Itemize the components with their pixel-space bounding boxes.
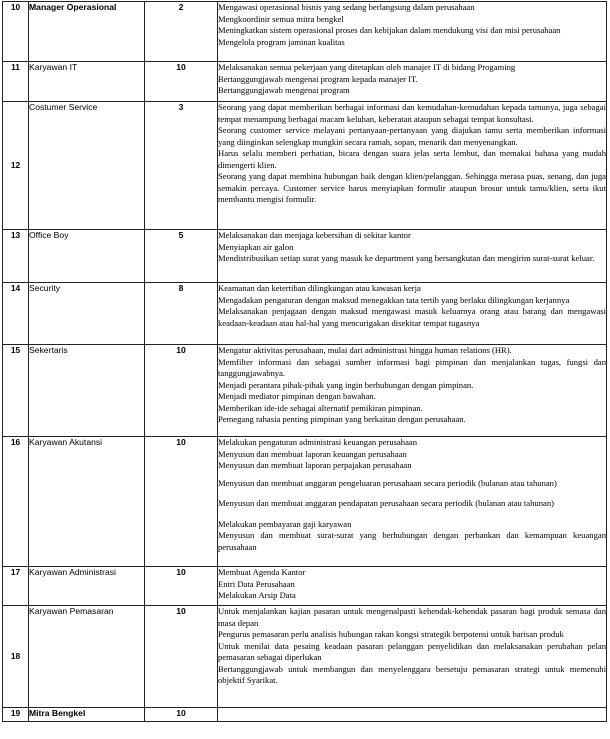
job-duties xyxy=(218,708,607,722)
table-row xyxy=(3,437,607,567)
job-title: Security xyxy=(29,283,145,345)
duty-item: Bertanggungjawab mengenai program xyxy=(218,85,350,95)
job-title: Sekertaris xyxy=(29,345,145,437)
table-row xyxy=(3,606,607,708)
job-title: Karyawan Akutansi xyxy=(29,437,145,567)
row-number: 14 xyxy=(3,283,29,345)
employee-count: 10 xyxy=(145,708,218,722)
job-description-table xyxy=(2,1,607,722)
employee-count: 2 xyxy=(145,2,218,62)
job-title: Karyawan IT xyxy=(29,62,145,102)
job-duties xyxy=(218,2,607,62)
table-row xyxy=(3,102,607,230)
duty-item: Menyusun dan membuat anggaran pendapatan perusahaan secara periodik (bulanan atau tahunan) xyxy=(218,498,554,508)
table-row xyxy=(3,2,607,62)
duty-item: Melakukan pengaturan administrasi keuangan perusahaan xyxy=(218,437,418,447)
duty-item: Mendistribusikan setiap surat yang masuk ke department yang bersangkutan dan mengirim surat-surat keluar. xyxy=(218,253,595,263)
row-number: 15 xyxy=(3,345,29,437)
job-title: Karyawan Pemasaran xyxy=(29,606,145,708)
job-duties xyxy=(218,345,607,437)
duty-item: Mengkoordinir semua mitra bengkel xyxy=(218,13,344,24)
duty-item: Membuat Agenda Kantor xyxy=(218,567,306,577)
duty-item: Pemegang rahasia penting pimpinan yang berkaitan dengan perusahaan. xyxy=(218,414,466,424)
job-duties xyxy=(218,102,607,230)
duty-item: Melaksanakan penjagaan dengan maksud mengawasi masuk keluarnya orang atau barang dan mengawasi keadaan-keadaan atau hal-hal yang mencurigakan disekitar tempat tugasnya xyxy=(218,306,606,328)
duty-item: Menyusun dan membuat laporan perpajakan perusahaan xyxy=(218,460,412,470)
job-title: Mitra Bengkel xyxy=(29,708,145,722)
duty-item: Untuk menilai data pesaing keadaan pasaran pelanggan penyelidikan dan melaksanakan perubahan pelan pemasaran sebagai diperlukan xyxy=(218,640,606,662)
duty-item: Memberikan ide-ide sebagai alternatif pemikiran pimpinan. xyxy=(218,402,423,413)
duty-item: Mengawasi operasional bisnis yang sedang berlangsung dalam perusahaan xyxy=(218,2,475,12)
job-duties xyxy=(218,283,607,345)
row-number: 18 xyxy=(3,606,29,708)
duty-item: Mengelola program jaminan kualitas xyxy=(218,36,345,47)
row-number: 13 xyxy=(3,230,29,283)
job-duties xyxy=(218,567,607,606)
duty-item: Bertanggungjawab untuk membangun dan menyelenggara bersetuju pemasaran strategi untuk memenuhi objektif Syarikat. xyxy=(218,663,606,685)
employee-count: 10 xyxy=(145,62,218,102)
row-number: 19 xyxy=(3,708,29,722)
duty-item: Menyiapkan air galon xyxy=(218,241,294,252)
row-number: 10 xyxy=(3,2,29,62)
job-duties xyxy=(218,62,607,102)
job-title: Manager Operasional xyxy=(29,2,145,62)
job-title: Karyawan Administrasi xyxy=(29,567,145,606)
duty-item: Seorang yang dapat membina hubungan baik dengan klien/pelanggan. Sehingga merasa puas, senang, dan juga semakin percaya. Customer service harus menyiapkan formulir ataupun brosur untuk tamu/klien, serta ikut membantu mengisi formulir. xyxy=(218,171,606,204)
duty-item: Seorang customer service melayani pertanyaan-pertanyaan yang diajukan tamu serta memberikan informasi yang diinginkan selengkap mungkin secara ramah, sopan, menarik dan menyenangkan. xyxy=(218,125,606,147)
job-title: Costumer Service xyxy=(29,102,145,230)
duty-item: Melakukan Arsip Data xyxy=(218,590,296,600)
duty-item: Menyusun dan membuat laporan keuangan perusahaan xyxy=(218,448,407,459)
job-duties xyxy=(218,437,607,567)
duty-item: Mengatur aktivitas perusahaan, mulai dari administrasi hingga human relations (HR). xyxy=(218,345,512,355)
row-number: 16 xyxy=(3,437,29,567)
duty-item: Menyusun dan membuat anggaran pengeluaran perusahaan secara periodik (bulanan atau tahunan) xyxy=(218,477,557,488)
duty-item: Melaksanakan semua pekerjaan yang ditetapkan oleh manajer IT di bidang Progaming xyxy=(218,62,516,72)
employee-count: 10 xyxy=(145,345,218,437)
duty-item: Pengurus pemasaran perlu analisis hubungan rakan kongsi strategik berpotensi untuk barisan produk xyxy=(218,629,564,639)
job-title: Office Boy xyxy=(29,230,145,283)
duty-item: Melakukan pembayaran gaji karyawan xyxy=(218,518,352,529)
duty-item: Meningkatkan sistem operasional proses dan kebijakan dalam mendukung visi dan misi perusahaan xyxy=(218,25,561,35)
job-duties xyxy=(218,606,607,708)
duty-item: Menjadi perantara pihak-pihak yang ingin berhubungan dengan pimpinan. xyxy=(218,379,474,390)
duty-item: Keamanan dan ketertiban dilingkungan atau kawasan kerja xyxy=(218,283,421,293)
duty-item: Melaksanakan dan menjaga kebersihan di sekitar kantor xyxy=(218,230,411,240)
duty-item: Entri Data Perusahaan xyxy=(218,578,295,589)
employee-count: 8 xyxy=(145,283,218,345)
employee-count: 10 xyxy=(145,567,218,606)
duty-item: Seorang yang dapat memberikan berbagai informasi dan kemudahan-kemudahan kepada tamunya, juga sebagai tempat menampung berbagai macam keluhan, keberatan ataupun sebagai tempat konsultasi. xyxy=(218,102,606,124)
duty-item: Bertanggungjawab mengenai program kepada manajer IT. xyxy=(218,73,418,84)
duty-item: Menyusun dan membuat surat-surat yang berhubungan dengan perbankan dan kemampuan keuangan perusahaan xyxy=(218,530,606,552)
table-row xyxy=(3,283,607,345)
table-row xyxy=(3,345,607,437)
duty-item: Menjadi mediator pimpinan dengan bawahan. xyxy=(218,391,376,401)
table-row xyxy=(3,567,607,606)
row-number: 17 xyxy=(3,567,29,606)
table-row xyxy=(3,62,607,102)
table-row xyxy=(3,230,607,283)
job-duties xyxy=(218,230,607,283)
duty-item: Mengadakan pengaturan dengan maksud menegakkan tata tertib yang berlaku dilingkungan kerjannya xyxy=(218,294,570,305)
employee-count: 3 xyxy=(145,102,218,230)
duty-item: Untuk menjalankan kajian pasaran untuk mengenalpasti kehendak-kehendak pasaran bagi produk semasa dan masa depan xyxy=(218,606,606,628)
row-number: 11 xyxy=(3,62,29,102)
table-row xyxy=(3,708,607,722)
employee-count: 10 xyxy=(145,437,218,567)
employee-count: 5 xyxy=(145,230,218,283)
duty-item: Harus selalu memberi perhatian, bicara dengan suara jelas serta lembut, dan memakai bahasa yang mudah dimengerti klien. xyxy=(218,148,606,170)
employee-count: 10 xyxy=(145,606,218,708)
row-number: 12 xyxy=(3,102,29,230)
duty-item: Memfilter informasi dan sebagai sumber informasi bagi pimpinan dan menjalankan tugas, fungsi dan tanggungjawabnya. xyxy=(218,356,606,378)
